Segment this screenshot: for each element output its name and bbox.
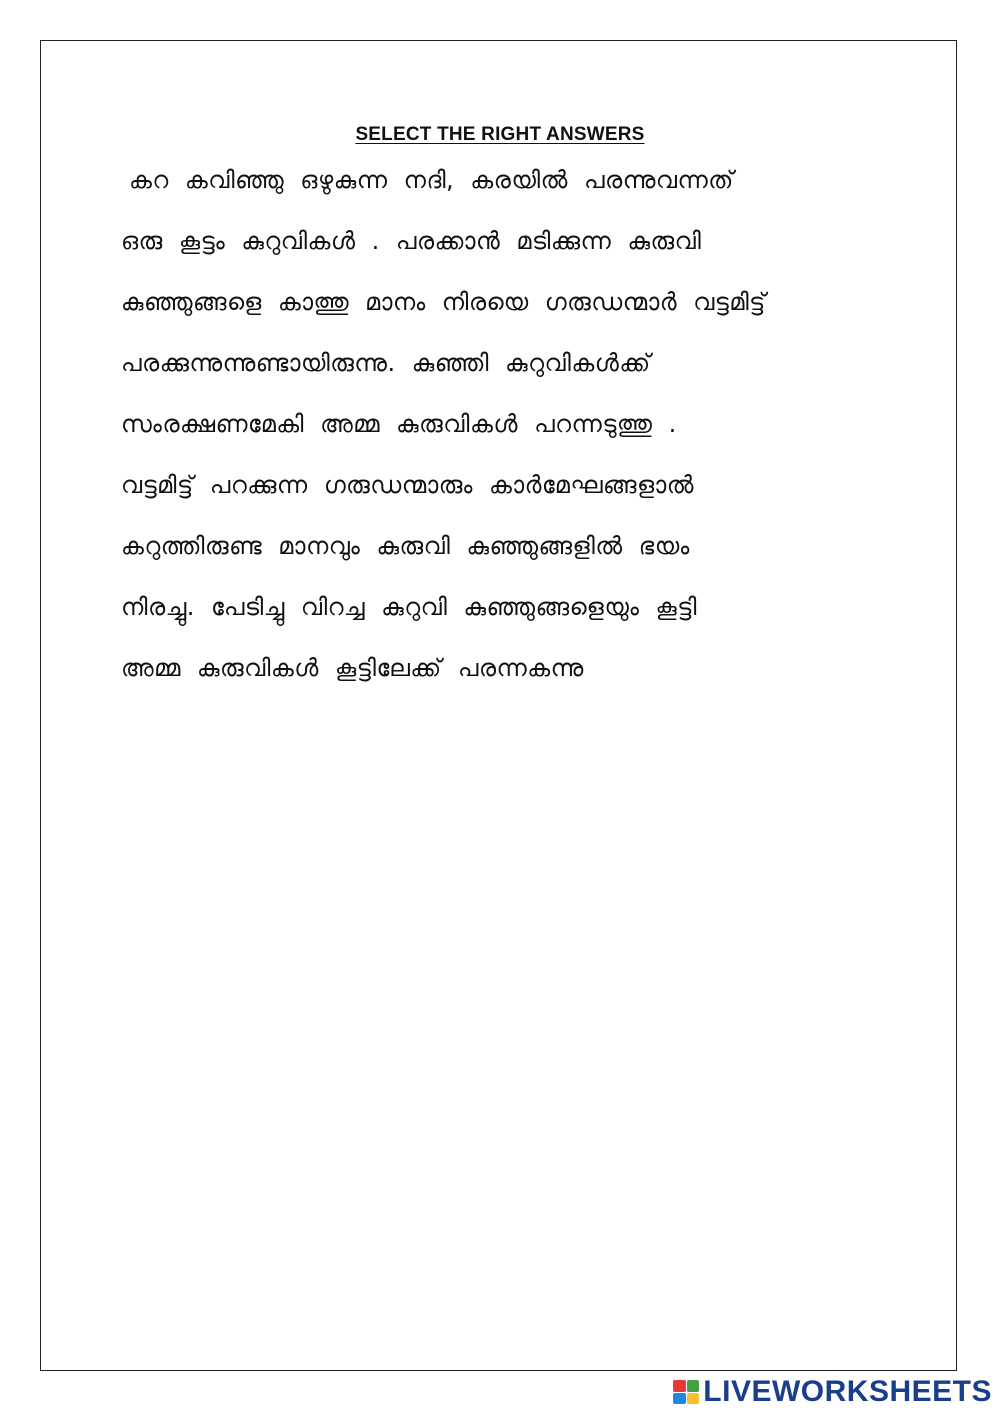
liveworksheets-brand (673, 1377, 992, 1407)
passage-line: നിരച്ചു. പേടിച്ചു വിറച്ച കുറുവി കുഞ്ഞുങ്ങളെയും കൂട്ടി (121, 593, 698, 621)
logo-square-blue (673, 1393, 686, 1405)
passage-line: വട്ടമിട്ട് പറക്കുന്ന ഗരുഡന്മാരും കാർമേഘങ്ങളാൽ (121, 471, 695, 499)
reading-passage (121, 158, 901, 707)
passage-line: കറുത്തിരുണ്ട മാനവും കുരുവി കുഞ്ഞുങ്ങളിൽ ഭയം (121, 532, 690, 560)
logo-square-yellow (687, 1393, 700, 1405)
logo-square-green (687, 1380, 700, 1392)
passage-line: പരക്കുന്നുന്നുണ്ടായിരുന്നു. കുഞ്ഞി കുറുവികൾക്ക് (121, 349, 651, 377)
passage-line: സംരക്ഷണമേകി അമ്മ കുരുവികൾ പറന്നടുത്തു . (121, 410, 677, 438)
logo-square-red (673, 1380, 686, 1392)
passage-line: അമ്മ കുരുവികൾ കൂട്ടിലേക്ക് പരന്നകന്നു (121, 654, 584, 682)
worksheet-title: SELECT THE RIGHT ANSWERS (355, 124, 645, 145)
brand-name: LIVEWORKSHEETS (703, 1375, 992, 1408)
passage-line: കുഞ്ഞുങ്ങളെ കാത്തു മാനം നിരയെ ഗരുഡന്മാർ വട്ടമിട്ട് (121, 288, 766, 316)
passage-line: കറ കവിഞ്ഞു ഒഴുകുന്ന നദി, കരയിൽ പരന്നുവന്നത് (129, 166, 734, 194)
passage-line: ഒരു കൂട്ടം കുറുവികൾ . പരക്കാൻ മടിക്കുന്ന കുരുവി (121, 227, 702, 255)
liveworksheets-logo-icon (673, 1380, 699, 1404)
